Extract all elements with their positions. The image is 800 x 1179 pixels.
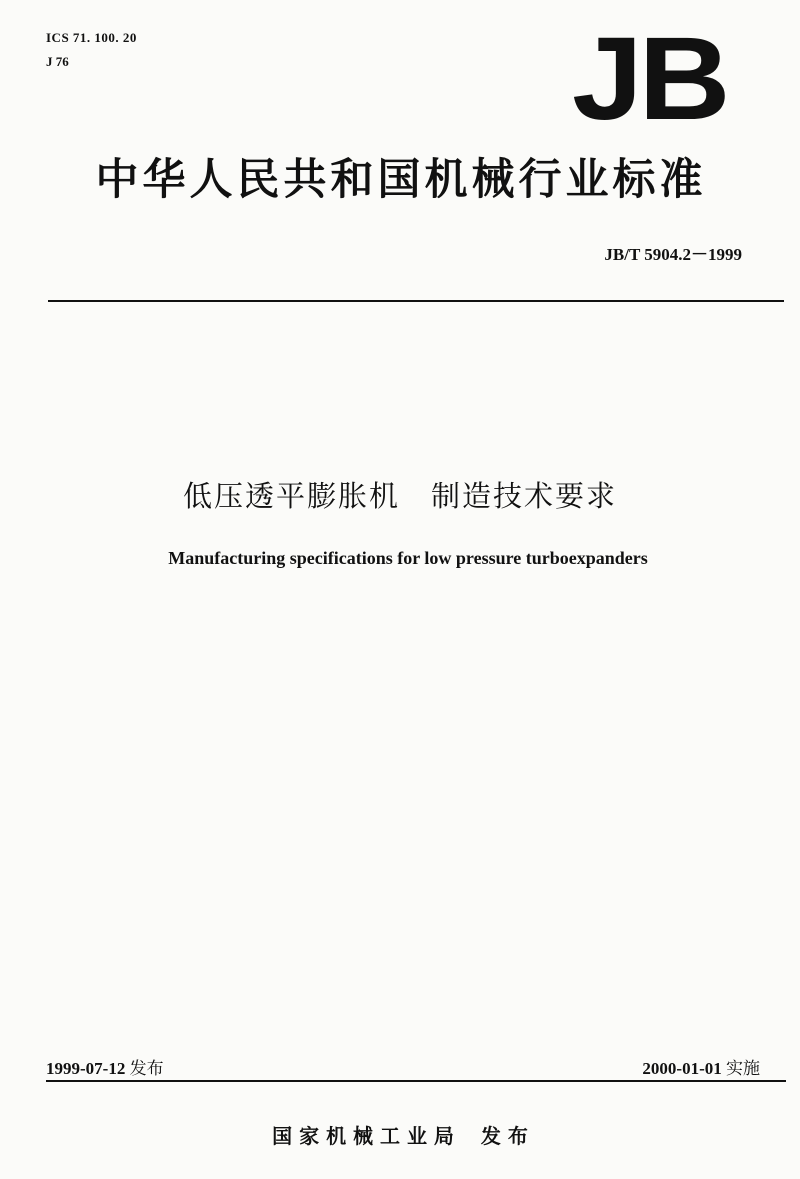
issue-label: 发布 [129, 1059, 164, 1079]
document-title-english: Manufacturing specifications for low pressure turboexpanders [168, 548, 648, 568]
issue-date: 1999-07-12 [46, 1059, 126, 1078]
effective-label: 实施 [726, 1059, 760, 1079]
bottom-divider [46, 1080, 786, 1082]
issuing-authority: 国 家 机 械 工 业 局 发 布 [272, 1124, 528, 1148]
effective-date: 2000-01-01 [642, 1059, 722, 1078]
document-title-chinese: 低压透平膨胀机 制造技术要求 [182, 479, 617, 513]
effective-date-line [642, 1054, 760, 1079]
classification-code: J 76 [46, 54, 69, 69]
standard-number: JB/T 5904.2－1999 [604, 245, 742, 264]
ics-code: ICS 71. 100. 20 [46, 30, 137, 45]
top-divider [48, 300, 784, 302]
issue-date-line [46, 1054, 164, 1079]
jb-logo: JB [572, 13, 727, 145]
standard-category-title: 中华人民共和国机械行业标准 [95, 155, 707, 205]
